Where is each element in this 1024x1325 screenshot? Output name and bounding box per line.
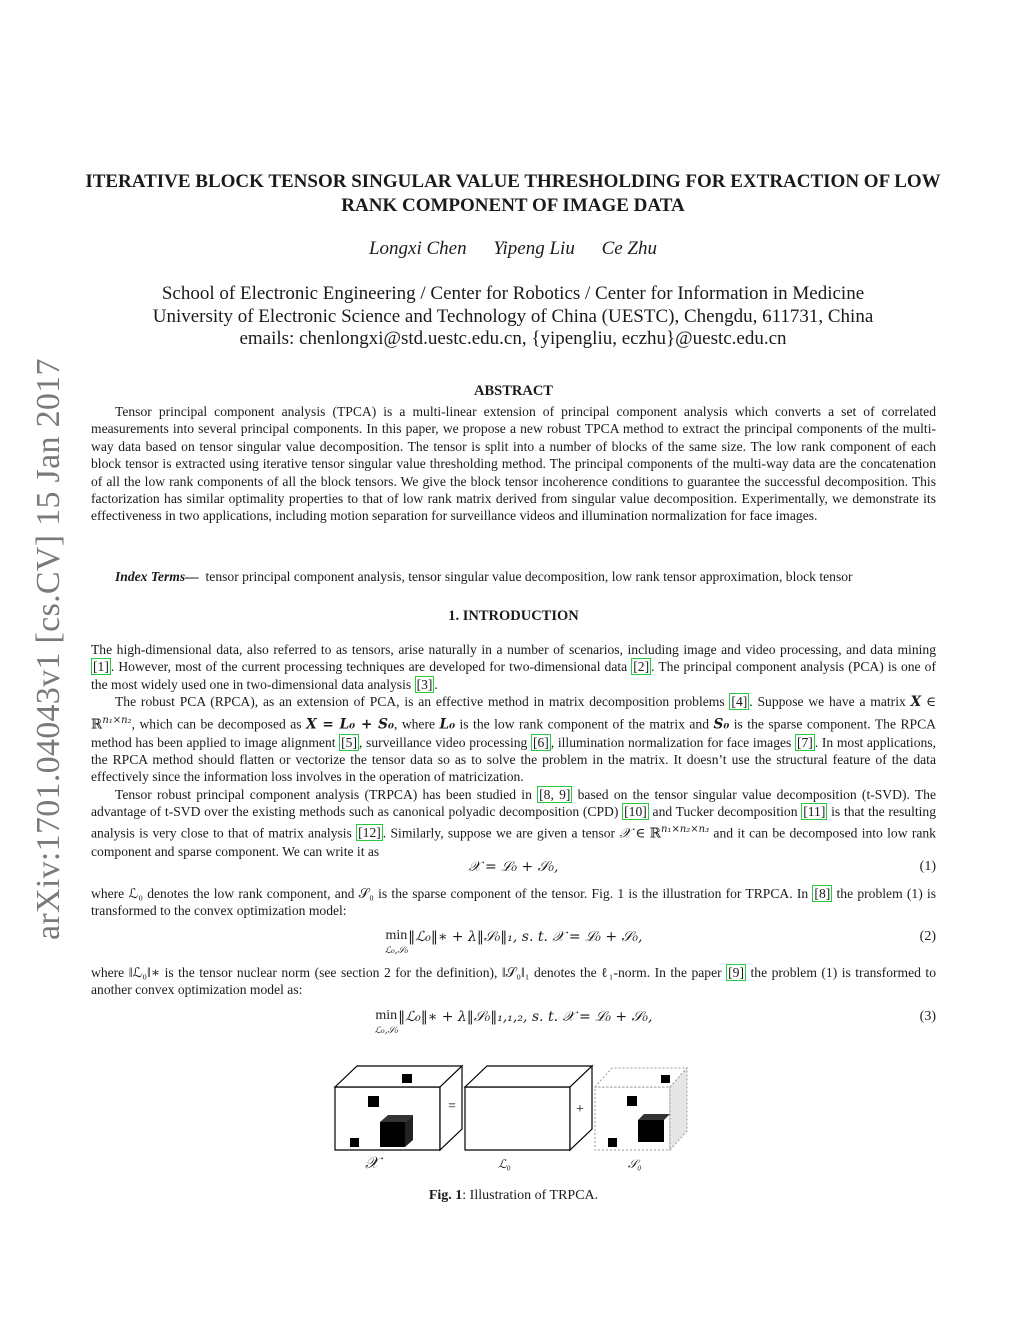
index-terms-text: tensor principal component analysis, tensor singular value decomposition, low rank tensor approximation, block tensor [205,569,853,584]
authors [80,238,946,260]
affiliation [80,283,946,351]
citation-link[interactable]: [6] [532,734,549,750]
citation-link[interactable]: [7] [796,734,813,750]
figure-1-caption-label: Fig. 1 [428,1188,463,1203]
author-2: Yipeng Liu [493,238,575,259]
equation-3-number: (3) [919,1009,936,1024]
figure-1 [330,1060,700,1185]
equals-sign: = [448,1099,456,1114]
intro-paragraph-4-wrap [91,885,936,920]
citation-link[interactable]: [5] [341,734,358,750]
low-rank-sparse-block [638,1120,664,1142]
citation-link[interactable]: [9] [728,965,745,980]
arxiv-stamp: arXiv:1701.04043v1 [cs.CV] 15 Jan 2017 [30,358,67,940]
author-1: Longxi Chen [368,238,467,259]
intro-body [91,641,936,860]
affiliation-emails: emails: chenlongxi@std.uestc.edu.cn, {yipengliu, eczhu}@uestc.edu.cn [239,328,787,349]
author-3: Ce Zhu [601,238,658,259]
label-x: 𝒳 [365,1155,379,1172]
sparse-block [368,1096,379,1107]
index-terms [91,568,936,585]
low-rank-block [380,1122,405,1147]
sparse-block [350,1138,359,1147]
intro-paragraph-3: Tensor robust principal component analysis (TRPCA) has been studied in [8, 9] based on the tensor singular value decomposition (t-SVD). The advantage of t-SVD over the existing methods such as canonical polyadic decomposition (CPD) [10] and Tucker decomposition [11] is that the resulting analysis is very close to that of matrix analysis [12] . Similarly, suppose we are given a tensor 𝒳 ∈ ℝ$^{n_1\times n_2\times n_3}$ and it can be decomposed into low rank component and sparse component. We can write it as [91,786,937,859]
equation-1-number: (1) [919,859,936,874]
index-terms-label: Index Terms— [115,569,199,584]
sparse-block [627,1096,637,1106]
equation-2-number: (2) [919,929,936,944]
citation-link[interactable]: [1] [93,659,109,675]
citation-link[interactable]: [11] [803,804,826,820]
trpca-illustration [330,1060,700,1185]
label-s0: 𝒮₀ [628,1157,642,1171]
equation-2-body: min ℒ₀,𝒮₀‖ℒ₀‖∗ + λ‖𝒮₀‖₁, s. t. 𝒳 = ℒ₀ + 𝒮₀, [384,928,643,956]
citation-link[interactable]: [4] [731,694,748,710]
abstract-body [91,403,936,525]
citation-link[interactable]: [3] [416,676,433,692]
intro-paragraph-5: where ‖ℒ₀‖∗ is the tensor nuclear norm (see section 2 for the definition), ‖𝒮₀‖₁ denotes the ℓ₁-norm. In the paper [9] the problem (1) is transformed to another convex optimization model as: [91,965,936,998]
intro-paragraph-2: The robust PCA (RPCA), as an extension of PCA, is an effective method in matrix decomposition problems [4] . Suppose we have a matrix X ∈ ℝ$^{n_1\times n_2}$, which can be decomposed as X = L₀ + S₀, where L₀ is the low rank component of the matrix and S₀ is the sparse component. The RPCA method has been applied to image alignment [5] , surveillance video processing [6] , illumination normalization for face images [7] . In most applications, the RPCA method should flatten or vectorize the tensor data so as to solve the problem in the matrix. It doesn’t use the structural feature of the data effectively since the information loss involves in the operation of matricization. [91,694,937,785]
intro-paragraph-1: The high-dimensional data, also referred to as tensors, arise naturally in a number of scenarios, including image and video processing, and data mining [1] . However, most of the current processing techniques are developed for two-dimensional data [2] . The principal component analysis (PCA) is one of the most widely used one in two-dimensional data analysis [3] . [91,642,936,692]
citation-link[interactable]: [8, 9] [539,786,571,802]
affiliation-line-1: School of Electronic Engineering / Center for Robotics / Center for Information in Medicine [161,283,865,304]
citation-link[interactable]: [2] [633,659,650,675]
tensor-x-cube [335,1066,462,1150]
abstract-text: Tensor principal component analysis (TPCA) is a multi-linear extension of principal component analysis which converts a set of correlated measurements into several principal components. In this paper, we propose a new robust TPCA method to extract the principal components of the multi-way data based on tensor singular value decomposition. The tensor is split into a number of blocks of the same size. The low rank component of each block tensor is extracted using iterative tensor singular value thresholding method. The principal components of the multi-way data are the concatenation of all the low rank components of all the block tensors. We give the block tensor incoherence conditions to guarantee the successful decomposition. This factorization has similar optimality properties to that of low rank matrix derived from singular value decomposition. Experimentally, we demonstrate its effectiveness in two applications, including motion separation for surveillance videos and illumination normalization for face images. [91,404,936,524]
intro-heading: 1. INTRODUCTION [448,608,579,624]
label-l0: ℒ₀ [498,1157,511,1171]
equation-3 [91,1009,936,1039]
equation-3-body: min ℒ₀,𝒮₀‖ℒ₀‖∗ + λ‖𝒮₀‖₁,₁,₂, s. t. 𝒳 = ℒ₀ + 𝒮₀, [374,1008,653,1036]
sparse-block [608,1138,617,1147]
paper-title: ITERATIVE BLOCK TENSOR SINGULAR VALUE THRESHOLDING FOR EXTRACTION OF LOW RANK COMPONENT OF IMAGE DATA [85,171,941,216]
tensor-s-cube [595,1068,687,1150]
tensor-l-cube [465,1066,592,1150]
abstract-heading: ABSTRACT [474,383,553,399]
figure-1-caption [91,1188,936,1204]
equation-2 [91,929,936,959]
figure-1-caption-text: : Illustration of TRPCA. [462,1188,599,1203]
sparse-block [661,1075,670,1083]
citation-link[interactable]: [10] [624,804,647,820]
sparse-block [402,1074,412,1083]
affiliation-line-2: University of Electronic Science and Technology of China (UESTC), Chengdu, 611731, China [152,305,874,327]
plus-sign: + [576,1102,584,1117]
intro-paragraph-4: where ℒ₀ denotes the low rank component, and 𝒮₀ is the sparse component of the tensor. Fig. 1 is the illustration for TRPCA. In [8] the problem (1) is transformed to the convex optimization model: [91,886,937,919]
citation-link[interactable]: [8] [814,886,831,901]
intro-paragraph-5-wrap [91,964,936,999]
equation-1-body: 𝒳 = ℒ₀ + 𝒮₀, [468,859,559,875]
citation-link[interactable]: [12] [358,825,381,841]
